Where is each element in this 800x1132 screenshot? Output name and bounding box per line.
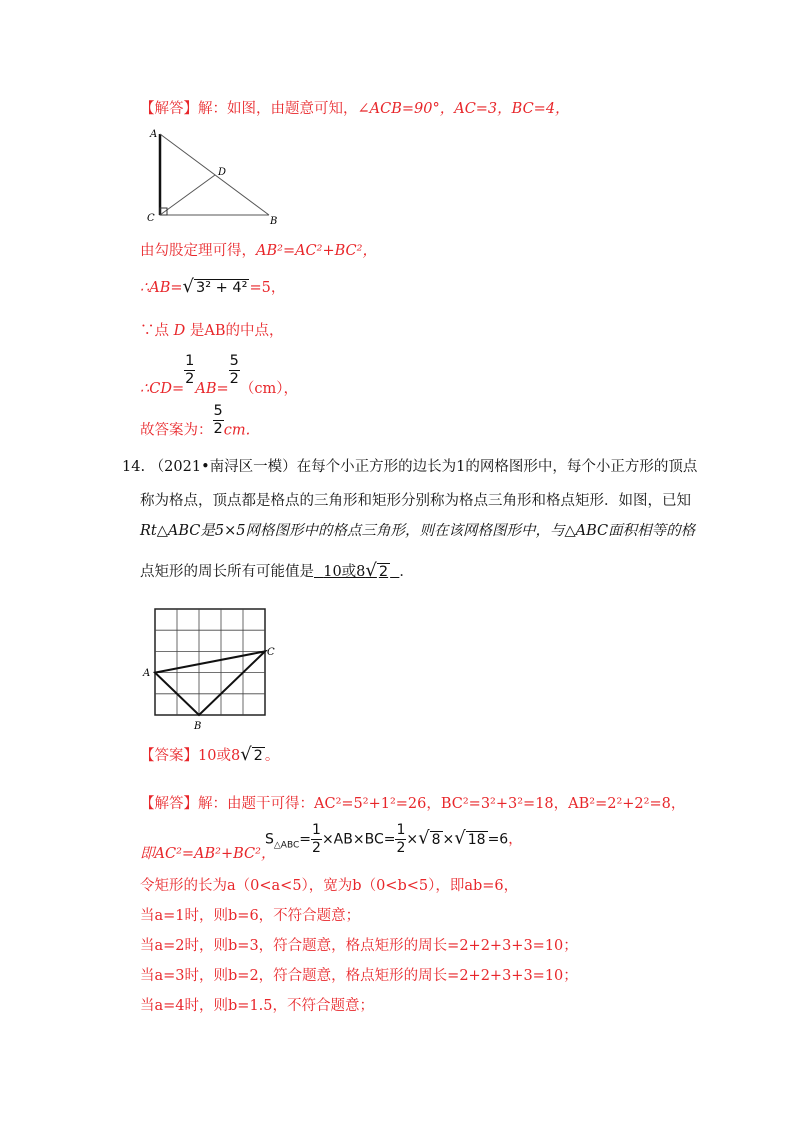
formula-mid2: ×: [406, 831, 419, 848]
grid-figure: [140, 600, 290, 736]
formula-rad2: 18: [467, 831, 486, 848]
question-text-4-end: ．: [399, 564, 414, 580]
midpoint-line: [140, 322, 284, 340]
cd-line: [140, 353, 298, 398]
pythag-formula: AB²=AC²+BC²，: [256, 243, 377, 259]
sqrt-icon: √: [418, 827, 430, 849]
formula-mid1: ×AB×BC=: [321, 831, 396, 848]
cd-unit: （cm），: [239, 381, 298, 397]
formula-frac1: $\frac{1}{2}$: [312, 822, 321, 856]
sqrt-icon: √: [365, 560, 377, 581]
answer-text: 10或8: [198, 748, 241, 764]
solution-given: ∠ACB=90°，AC=3，BC=4，: [357, 101, 570, 117]
solution-intro: 解：如图，由题意可知，: [198, 101, 358, 117]
solution14-line5: 当a=2时，则b=3，符合题意，格点矩形的周长=2+2+3+3=10；: [140, 938, 578, 954]
label-a: A: [150, 129, 158, 140]
mid-d: D: [173, 323, 186, 339]
answer-radicand: 2: [253, 748, 263, 764]
ab-result: =5，: [249, 280, 286, 296]
label-b: B: [194, 721, 202, 732]
label-d: D: [218, 167, 227, 178]
segment-cd: [160, 175, 215, 215]
cd-fraction-five-halves: $\frac{5}{2}$: [229, 353, 239, 387]
solution14-line6: 当a=3时，则b=2，符合题意，格点矩形的周长=2+2+3+3=10；: [140, 968, 578, 984]
formula-frac2: $\frac{1}{2}$: [396, 822, 406, 856]
question14-line3: [140, 522, 695, 540]
sqrt-icon: √: [454, 827, 466, 849]
pythag-line: [140, 242, 377, 260]
cd-prefix: ∴CD=: [140, 381, 185, 397]
ab-prefix: ∴AB=: [140, 280, 183, 296]
mid-prefix: ∵点: [140, 323, 169, 339]
label-c: C: [147, 213, 155, 224]
question-source: （2021•南浔区一模）: [149, 459, 297, 475]
label-b: B: [270, 216, 278, 227]
solution14-text1: 解：由题干可得：AC²=5²+1²=26，BC²=3²+3²=18，AB²=2²+2²=8，: [198, 796, 686, 812]
question-text-1: 在每个小正方形的边长为1的网格图形中，每个小正方形的顶点: [296, 459, 698, 475]
solution14-label: 【解答】: [140, 796, 198, 812]
answer1-line: [140, 403, 250, 440]
formula-mid3: ×: [442, 831, 455, 848]
answer1-prefix: 故答案为：: [140, 422, 213, 439]
solution14-line3: 令矩形的长为a（0<a<5），宽为b（0<b<5），即ab=6，: [140, 878, 519, 894]
question-number: 14.: [122, 459, 146, 475]
blank-radicand: 2: [378, 564, 389, 580]
solution14-text2: 即AC²=AB²+BC²，: [140, 846, 276, 862]
formula-comma: ，: [508, 831, 523, 848]
area-formula: [265, 822, 522, 857]
ab-radicand: 3² + 4²: [196, 280, 248, 296]
pythag-intro: 由勾股定理可得，: [140, 243, 256, 259]
label-c: C: [267, 647, 275, 658]
question14-line1: [122, 458, 697, 476]
solution-header: [140, 100, 570, 118]
question14-line2: 称为格点，顶点都是格点的三角形和矩形分别称为格点三角形和格点矩形．如图，已知: [140, 493, 691, 509]
question-text-4: 点矩形的周长所有可能值是: [140, 564, 314, 580]
answer1-unit: cm.: [223, 422, 251, 439]
question14-line4: [140, 562, 414, 581]
answer-end: 。: [264, 748, 280, 764]
answer-blank: [314, 560, 399, 581]
solution14-line2: [140, 845, 275, 863]
triangle-abc: [155, 651, 265, 715]
answer14-line: [140, 746, 279, 765]
label-a: A: [143, 668, 151, 679]
cd-fraction-half: $\frac{1}{2}$: [185, 353, 195, 387]
formula-eq: =: [299, 831, 312, 848]
cd-ab: AB=: [195, 381, 229, 397]
blank-value: 10或8: [323, 564, 366, 580]
question-text-3: Rt△ABC是5×5网格图形中的格点三角形，则在该网格图形中，与△ABC面积相等的格: [140, 523, 696, 539]
solution14-line7: 当a=4时，则b=1.5，不符合题意；: [140, 998, 375, 1014]
sqrt-icon: √: [182, 276, 194, 297]
answer-label: 【答案】: [140, 748, 198, 764]
formula-sub: △ABC: [273, 840, 300, 851]
answer1-fraction: $\frac{5}{2}$: [213, 403, 223, 437]
formula-end: =6: [487, 831, 509, 848]
formula-s: S: [265, 831, 274, 848]
mid-suffix: 是AB的中点，: [189, 323, 284, 339]
solution14-line1: [140, 795, 685, 813]
sqrt-icon: √: [240, 744, 252, 765]
solution14-line4: 当a=1时，则b=6，不符合题意；: [140, 908, 361, 924]
ab-line: [140, 278, 285, 297]
solution-label: 【解答】: [140, 101, 198, 117]
triangle-figure: [140, 124, 290, 228]
formula-rad1: 8: [431, 831, 441, 848]
